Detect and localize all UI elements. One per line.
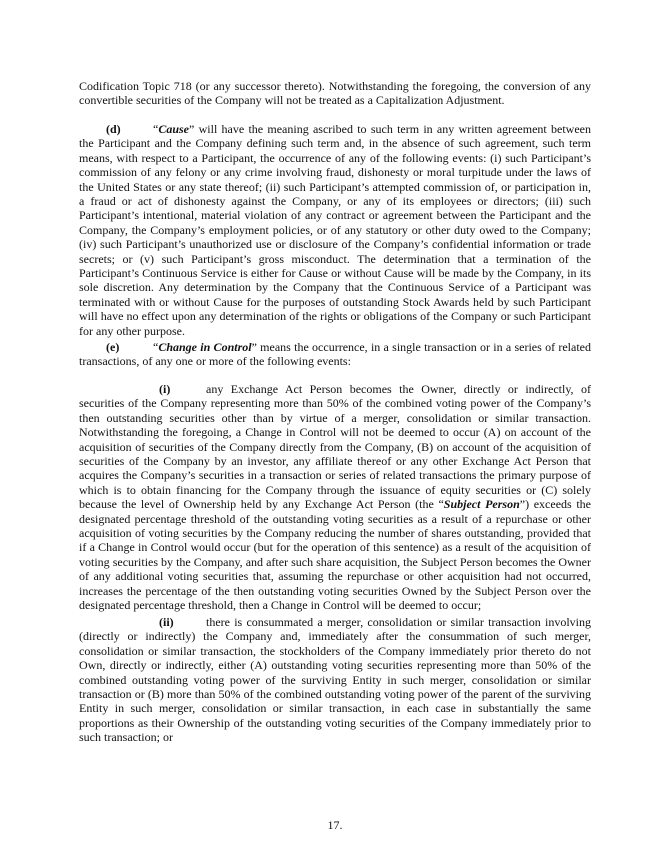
section-e-text: means the occurrence, in a single transaction or in a series of related transactions, of any one or more of the following events: [79, 340, 591, 369]
item-i-text-before: any Exchange Act Person becomes the Owner, directly or indirectly, of securities of the Company representing more than 50% of the combined voting power of the Company’s then outstanding securities other than by virtue of a merger, consolidation or similar transaction. Notwithstanding the foregoing, a Change in Control will not be deemed to occur (A) on account of the acquisition of securities of the Company directly from the Company, (B) on account of the acquisition of securities of the Company by an investor, any affiliate thereof or any other Exchange Act Person that acquires the Company’s securities in a transaction or series of related transactions the primary purpose of which is to obtain financing for the Company through the issuance of equity securities or (C) solely because the level of Ownership held by any Exchange Act Person (the “ [79, 382, 591, 512]
item-i-text-after: ”) exceeds the designated percentage threshold of the outstanding voting securities as a result of a repurchase or other acquisition of voting securities by the Company reducing the number of shares outstanding, provided that if a Change in Control would occur (but for the operation of this sentence) as a result of the acquisition of voting securities by the Company, and after such share acquisition, the Subject Person becomes the Owner of any additional voting securities that, assuming the repurchase or other acquisition had not occurred, increases the percentage of the then outstanding voting securities Owned by the Subject Person over the designated percentage threshold, then a Change in Control will be deemed to occur; [79, 497, 592, 613]
section-d-quote-close: ” [189, 122, 195, 136]
section-d-text: will have the meaning ascribed to such term in any written agreement between the Participant and the Company defining such term and, in the absence of such agreement, such term means, with respect to a Participant, the occurrence of any of the following events: (i) such Participant’s commission of any felony or any crime involving fraud, dishonesty or moral turpitude under the laws of the United States or any state thereof; (ii) such Participant’s attempted commission of, or participation in, a fraud or act of dishonesty against the Company, or any of its employees or directors; (iii) such Participant’s intentional, material violation of any contract or agreement between the Participant and the Company, the Company’s employment policies, or of any statutory or other duty owed to the Company; (iv) such Participant’s unauthorized use or disclosure of the Company’s confidential information or trade secrets; or (v) such Participant’s gross misconduct. The determination that a termination of the Participant’s Continuous Service is either for Cause or without Cause will be made by the Company, in its sole discretion. Any determination by the Company that the Continuous Service of a Participant was terminated with or without Cause for the purposes of outstanding Stock Awards held by such Participant will have no effect upon any determination of the rights or obligations of the Company or such Participant for any other purpose. [79, 122, 591, 338]
section-d-quote-open: “ [153, 122, 159, 136]
item-i-paragraph [79, 382, 591, 613]
section-e-marker: (e) [106, 340, 120, 354]
page-number: 17. [327, 818, 343, 832]
intro-text: Codification Topic 718 (or any successor thereto). Notwithstanding the foregoing, the conversion of any convertible securities of the Company will not be treated as a Capitalization Adjustment. [79, 79, 591, 108]
section-e-quote-close: ” [251, 340, 257, 354]
section-e-term: Change in Control [158, 340, 252, 354]
item-ii-marker: (ii) [159, 615, 174, 629]
section-e-paragraph [79, 340, 591, 369]
section-d-paragraph [79, 122, 591, 338]
item-i-term: Subject Person [443, 497, 520, 512]
section-e-quote-open: “ [153, 340, 159, 354]
intro-paragraph [79, 79, 591, 108]
section-d-marker: (d) [106, 122, 121, 136]
section-d-term: Cause [158, 122, 190, 136]
item-ii-paragraph [79, 615, 591, 745]
item-i-marker: (i) [159, 382, 171, 396]
item-ii-text: there is consummated a merger, consolidation or similar transaction involving (directly or indirectly) the Company and, immediately after the consummation of such merger, consolidation or similar transaction, the stockholders of the Company immediately prior thereto do not Own, directly or indirectly, either (A) outstanding voting securities representing more than 50% of the combined outstanding voting power of the surviving Entity in such merger, consolidation or similar transaction or (B) more than 50% of the combined outstanding voting power of the parent of the surviving Entity in such merger, consolidation or similar transaction, in each case in substantially the same proportions as their Ownership of the outstanding voting securities of the Company immediately prior to such transaction; or [79, 615, 591, 745]
